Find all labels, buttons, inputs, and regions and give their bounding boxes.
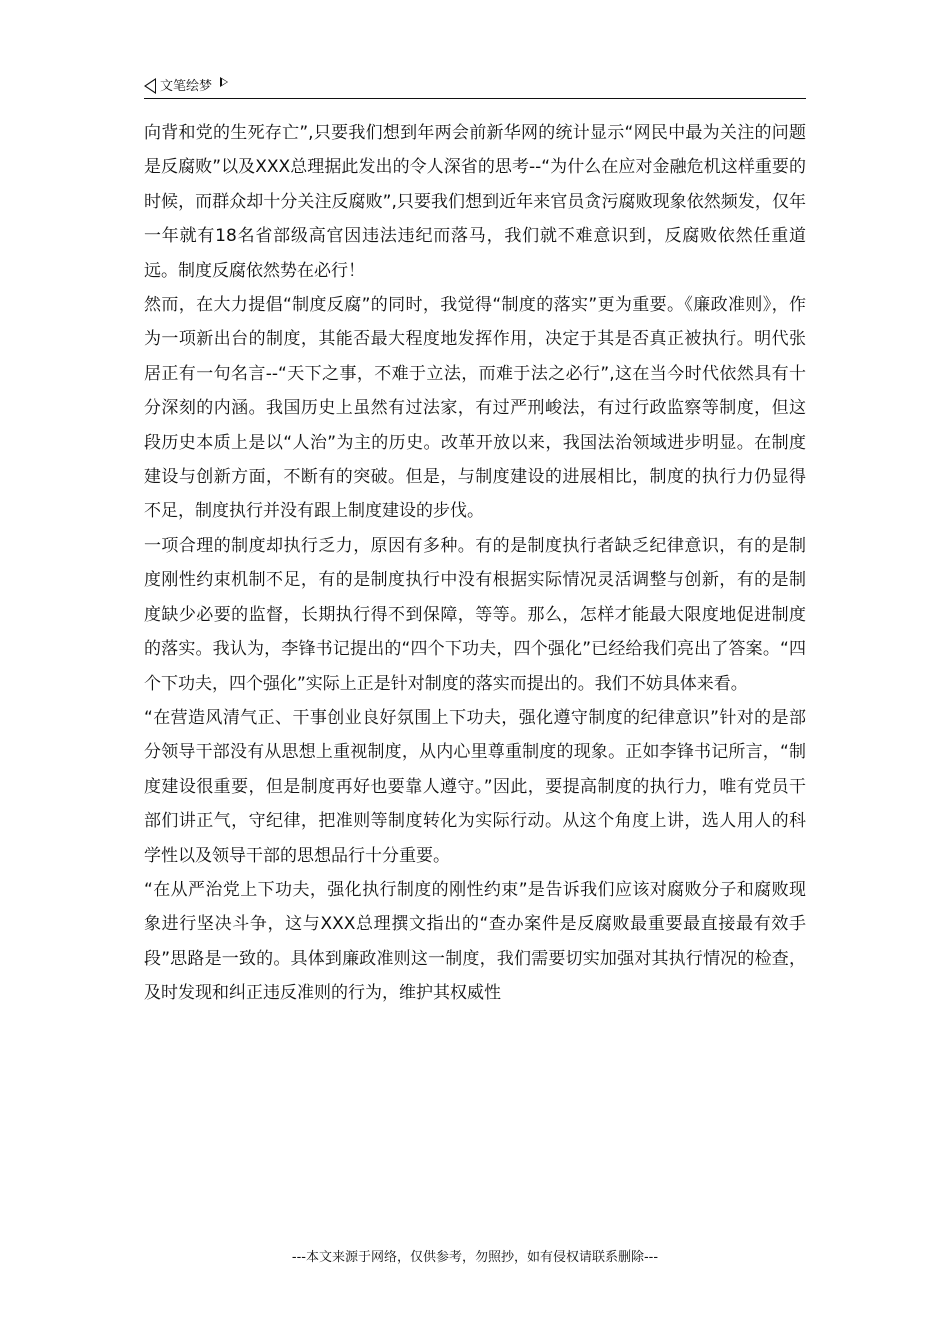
- page-header: [144, 74, 806, 99]
- left-triangle-icon: [144, 78, 156, 94]
- right-triangle-icon: [220, 77, 228, 87]
- page-footer: ---本文来源于网络，仅供参考，勿照抄，如有侵权请联系删除---: [291, 1250, 659, 1265]
- header-brand: 文笔绘梦: [160, 78, 213, 94]
- paragraph: “在营造风清气正、干事创业良好氛围上下功夫，强化遵守制度的纪律意识”针对的是部分领导干部没有从思想上重视制度，从内心里尊重制度的现象。正如李锋书记所言，“制度建设很重要，但是制度再好也要靠人遵守。”因此，要提高制度的执行力，唯有党员干部们讲正气，守纪律，把准则等制度转化为实际行动。从这个角度上讲，选人用人的科学性以及领导干部的思想品行十分重要。: [144, 707, 806, 866]
- paragraph: 一项合理的制度却执行乏力，原因有多种。有的是制度执行者缺乏纪律意识，有的是制度刚性约束机制不足，有的是制度执行中没有根据实际情况灵活调整与创新，有的是制度缺少必要的监督，长期执行得不到保障，等等。那么，怎样才能最大限度地促进制度的落实。我认为，李锋书记提出的“四个下功夫，四个强化”已经给我们亮出了答案。“四个下功夫，四个强化”实际上正是针对制度的落实而提出的。我们不妨具体来看。: [144, 535, 806, 694]
- paragraph: “在从严治党上下功夫，强化执行制度的刚性约束”是告诉我们应该对腐败分子和腐败现象进行坚决斗争，这与XXX总理撰文指出的“查办案件是反腐败最重要最直接最有效手段”思路是一致的。具体到廉政准则这一制度，我们需要切实加强对其执行情况的检查，及时发现和纠正违反准则的行为，维护其权威性: [144, 879, 806, 1004]
- document-body: [144, 116, 806, 1011]
- paragraph: 然而，在大力提倡“制度反腐”的同时，我觉得“制度的落实”更为重要。《廉政准则》，作为一项新出台的制度，其能否最大程度地发挥作用，决定于其是否真正被执行。明代张居正有一句名言--“天下之事，不难于立法，而难于法之必行”,这在当今时代依然具有十分深刻的内涵。我国历史上虽然有过法家，有过严刑峻法，有过行政监察等制度，但这段历史本质上是以“人治”为主的历史。改革开放以来，我国法治领域进步明显。在制度建设与创新方面，不断有的突破。但是，与制度建设的进展相比，制度的执行力仍显得不足，制度执行并没有跟上制度建设的步伐。: [144, 295, 806, 522]
- paragraph: 向背和党的生死存亡”,只要我们想到年两会前新华网的统计显示“网民中最为关注的问题是反腐败”以及XXX总理据此发出的令人深省的思考--“为什么在应对金融危机这样重要的时候，而群众却十分关注反腐败”,只要我们想到近年来官员贪污腐败现象依然频发，仅年一年就有18名省部级高官因违法违纪而落马，我们就不难意识到，反腐败依然任重道远。制度反腐依然势在必行！: [144, 123, 806, 281]
